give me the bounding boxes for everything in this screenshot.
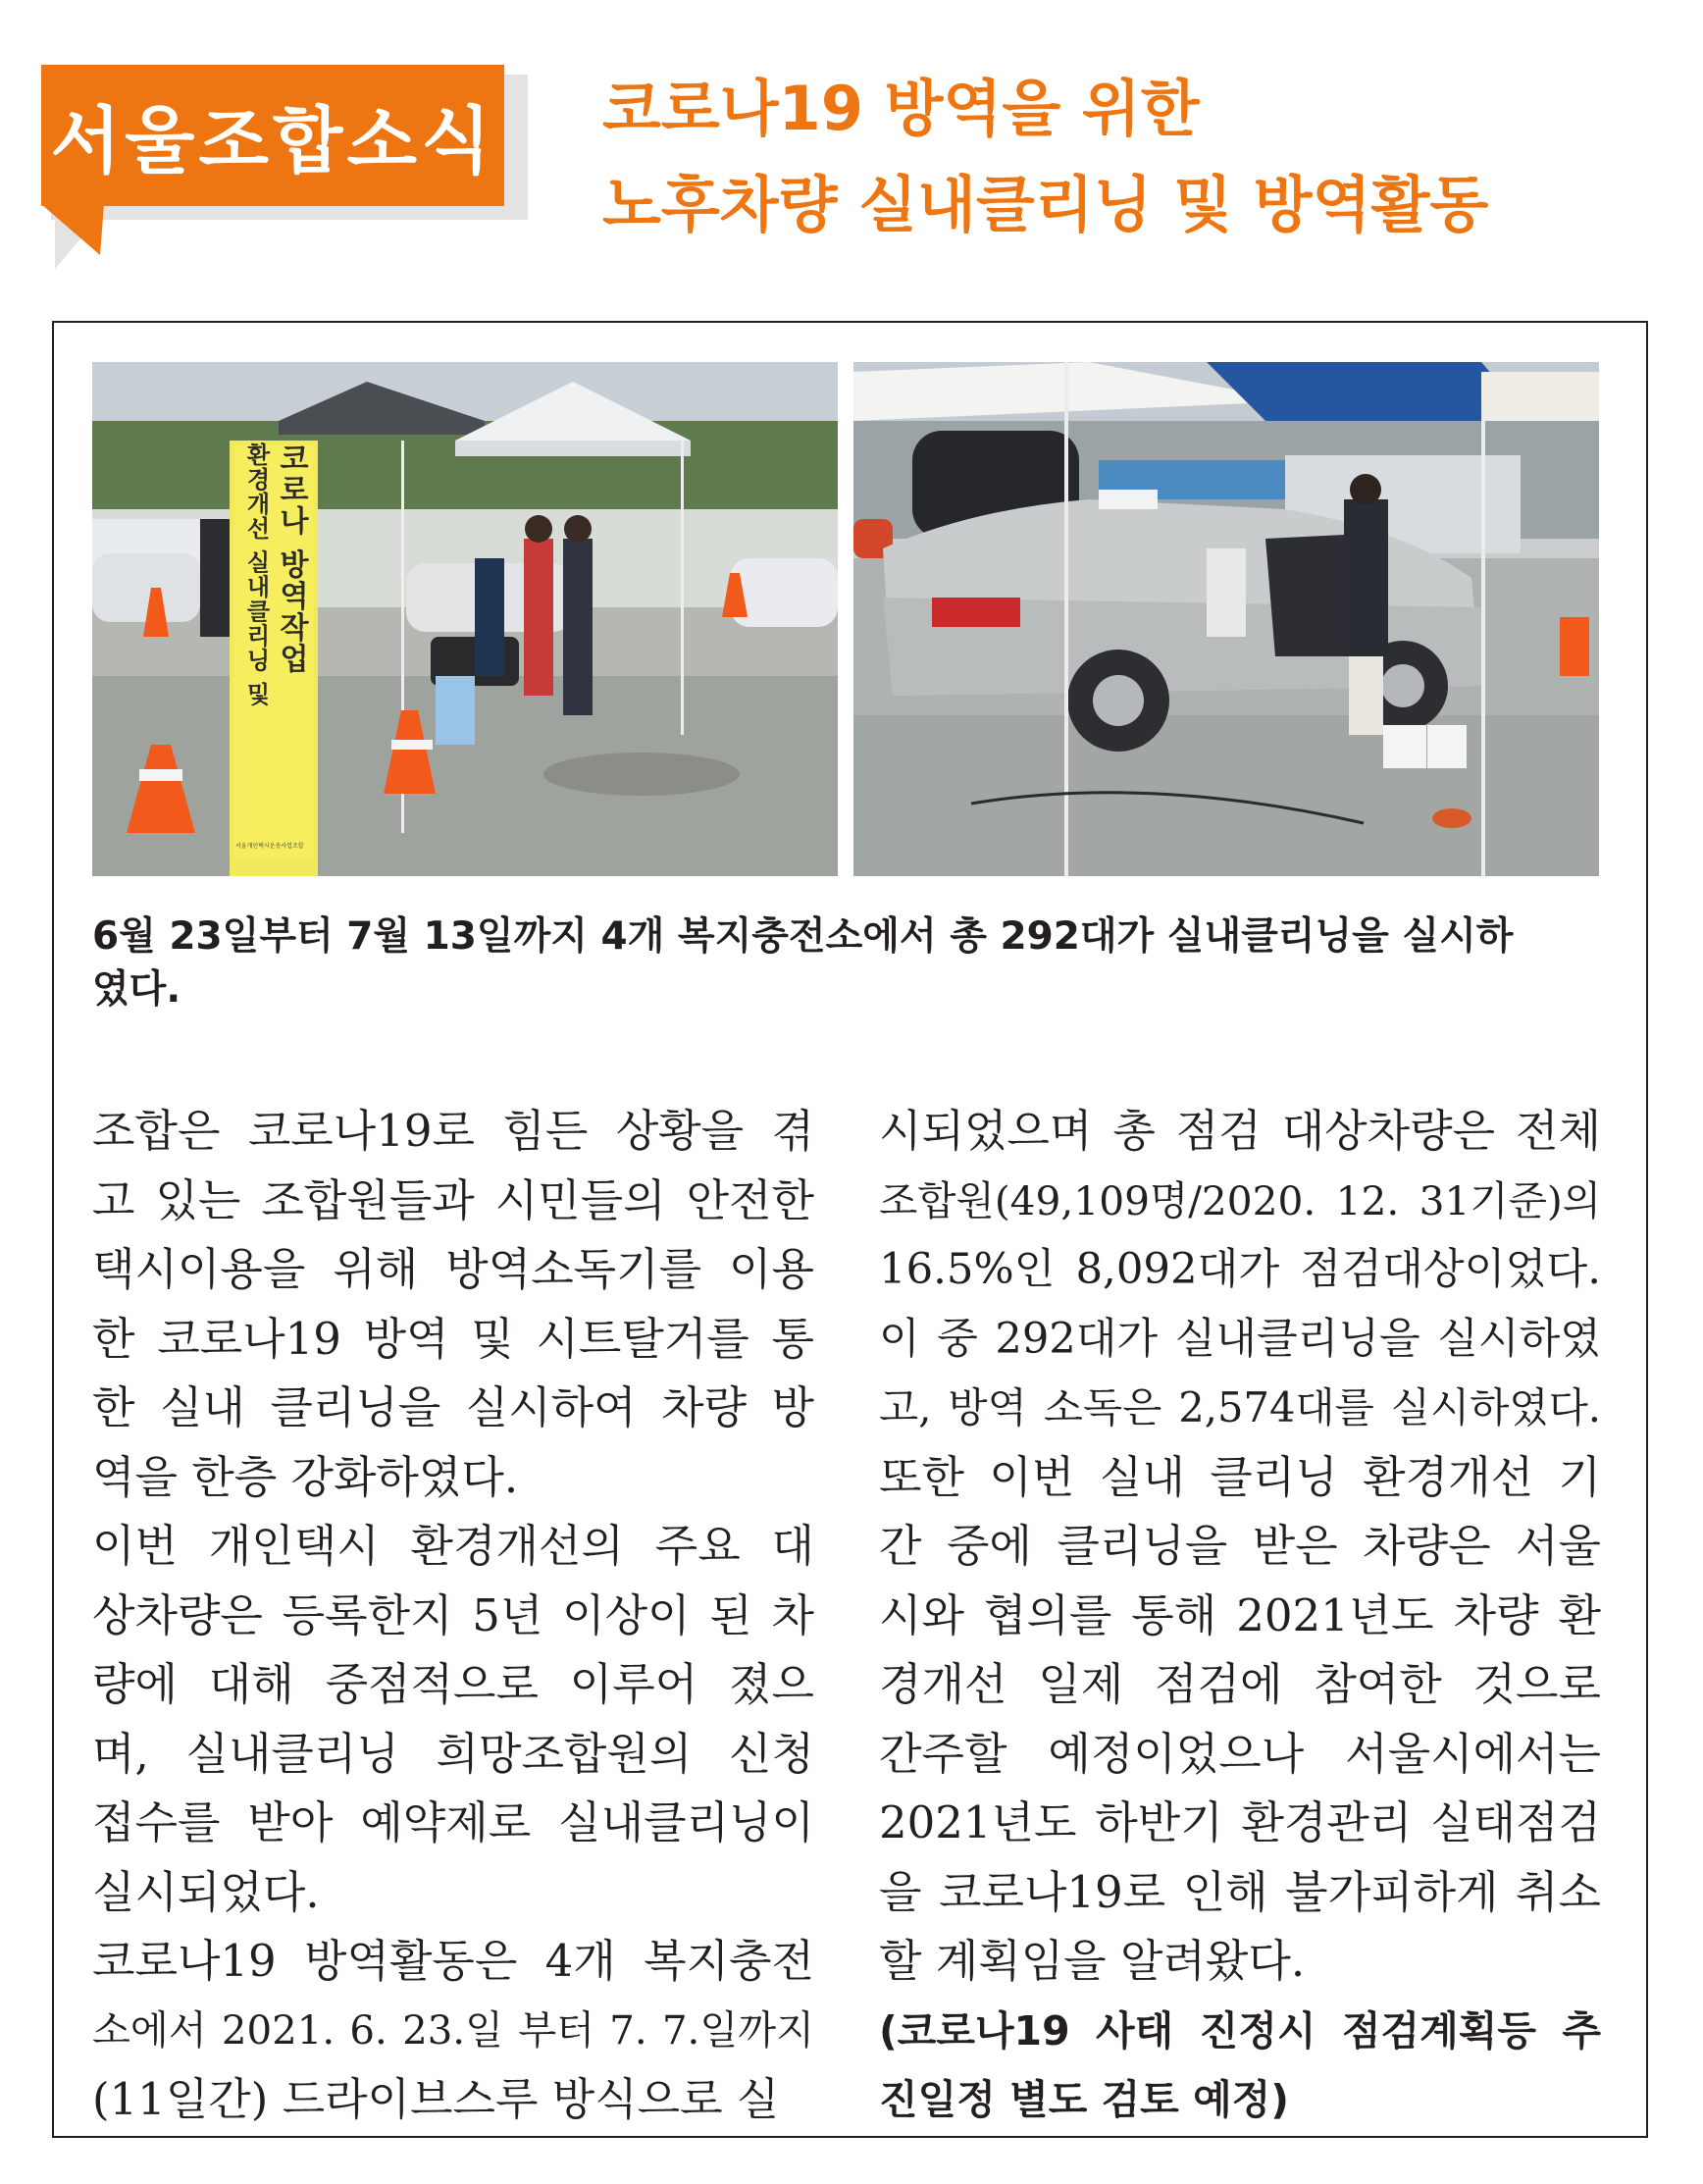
photo-taxi-illustration <box>853 362 1599 876</box>
body-text-line: 할 계획임을 알려왔다. <box>879 1935 1306 1987</box>
body-text-line: 소에서 2021. 6. 23.일 부터 7. 7.일까지 <box>92 2007 814 2054</box>
headline <box>602 61 1681 253</box>
photo-taxi-interior-cleaning <box>853 362 1599 876</box>
photo-caption-line-2: 였다. <box>92 967 181 1012</box>
body-text-line: 택시이용을 위해 방역소독기를 이용 <box>92 1243 814 1295</box>
body-text-line: 시와 협의를 통해 2021년도 차량 환 <box>879 1588 1601 1641</box>
article-column-left <box>92 1097 814 2135</box>
section-badge-label: 서울조합소식 <box>50 99 495 183</box>
body-text-line: (11일간) 드라이브스루 방식으로 실 <box>92 2073 780 2125</box>
body-text-line: 간 중에 클리닝을 받은 차량은 서울 <box>879 1520 1601 1572</box>
article-column-right <box>879 1097 1601 2135</box>
headline-line-1: 코로나19 방역을 위한 <box>602 73 1200 144</box>
section-badge <box>41 65 504 206</box>
body-text-line: 경개선 일제 점검에 참여한 것으로 <box>879 1658 1601 1710</box>
body-text-line: 을 코로나19로 인해 불가피하게 취소 <box>879 1865 1601 1918</box>
badge-speech-tail <box>41 204 104 255</box>
body-text-line: 고, 방역 소독은 2,574대를 실시하였다. <box>879 1383 1601 1431</box>
photo-cleaning-site <box>92 362 838 876</box>
body-text-line: 이번 개인택시 환경개선의 주요 대 <box>92 1520 814 1572</box>
editor-note-line: 진일정 별도 검토 예정) <box>879 2076 1290 2123</box>
body-text-line: 16.5%인 8,092대가 점검대상이었다. <box>879 1245 1601 1294</box>
body-text-line: 시되었으며 총 점검 대상차량은 전체 <box>879 1105 1601 1157</box>
body-text-line: 상차량은 등록한지 5년 이상이 된 차 <box>92 1588 814 1641</box>
banner-org: 서울개인택시운송사업조합 <box>235 843 304 850</box>
body-text-line: 코로나19 방역활동은 4개 복지충전 <box>92 1935 814 1987</box>
body-text-line: 한 코로나19 방역 및 시트탈거를 통 <box>92 1312 814 1365</box>
body-text-line: 며, 실내클리닝 희망조합원의 신청 <box>92 1727 814 1780</box>
body-text-line: 량에 대해 중점적으로 이루어 졌으 <box>92 1658 814 1710</box>
photo-caption-line-1: 6월 23일부터 7월 13일까지 4개 복지충전소에서 총 292대가 실내클리닝을 실시하 <box>92 914 1514 959</box>
body-text-line: 역을 한층 강화하였다. <box>92 1450 519 1503</box>
body-text-line: 또한 이번 실내 클리닝 환경개선 기 <box>879 1450 1601 1503</box>
body-text-line: 조합원(49,109명/2020. 12. 31기준)의 <box>879 1176 1601 1224</box>
body-text-line: 2021년도 하반기 환경관리 실태점검 <box>879 1796 1601 1848</box>
body-text-line: 접수를 받아 예약제로 실내클리닝이 <box>92 1796 814 1848</box>
body-text-line: 실시되었다. <box>92 1865 320 1918</box>
headline-line-2: 노후차량 실내클리닝 및 방역활동 <box>602 169 1489 240</box>
banner-line-1: 코로나 방역작업 <box>274 442 308 675</box>
body-text-line: 이 중 292대가 실내클리닝을 실시하였 <box>879 1314 1601 1364</box>
body-text-line: 조합은 코로나19로 힘든 상황을 겪 <box>92 1105 814 1157</box>
banner-line-2: 환경개선 실내클리닝 및 <box>242 442 270 706</box>
photo-cleaning-site-illustration <box>92 362 838 876</box>
body-text-line: 한 실내 클리닝을 실시하여 차량 방 <box>92 1381 814 1433</box>
body-text-line: 고 있는 조합원들과 시민들의 안전한 <box>92 1173 814 1226</box>
banner <box>232 442 318 864</box>
editor-note-line: (코로나19 사태 진정시 점검계획등 추 <box>879 2006 1601 2054</box>
photo-caption <box>92 910 1623 1016</box>
body-text-line: 간주할 예정이었으나 서울시에서는 <box>879 1727 1601 1780</box>
